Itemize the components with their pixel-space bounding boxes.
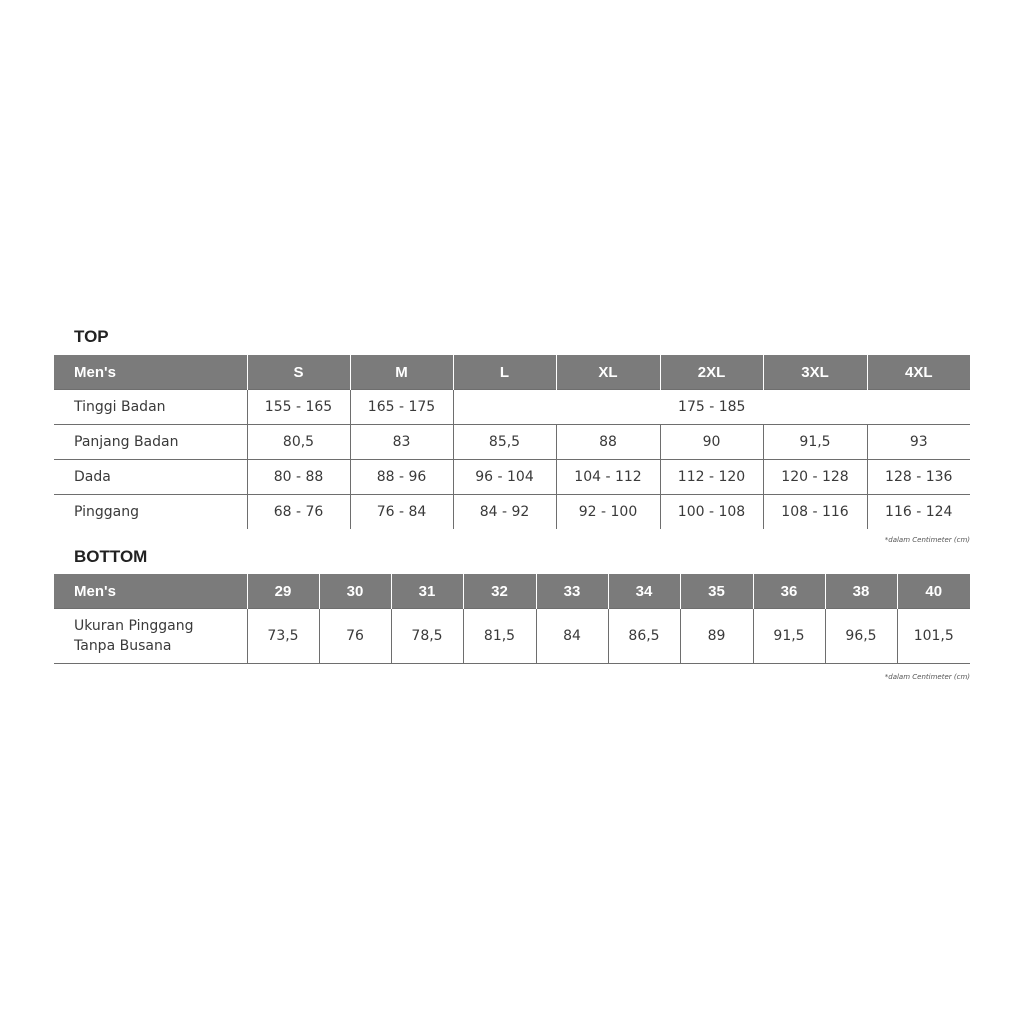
header-size-4xl: 4XL (867, 355, 970, 390)
header-mens: Men's (54, 355, 247, 390)
header-size-30: 30 (319, 574, 391, 609)
table-cell: 165 - 175 (350, 390, 453, 425)
header-size-l: L (453, 355, 556, 390)
table-cell: 81,5 (463, 609, 536, 664)
table-cell: 120 - 128 (763, 460, 867, 495)
table-cell: 93 (867, 425, 970, 460)
bottom-size-table (54, 574, 970, 664)
header-size-29: 29 (247, 574, 319, 609)
table-cell: 85,5 (453, 425, 556, 460)
table-cell: 116 - 124 (867, 495, 970, 530)
table-cell: 89 (680, 609, 753, 664)
table-cell: 84 (536, 609, 608, 664)
table-cell: 78,5 (391, 609, 463, 664)
table-cell: 91,5 (763, 425, 867, 460)
table-cell: 101,5 (897, 609, 970, 664)
top-header-row (54, 355, 970, 390)
table-cell: 83 (350, 425, 453, 460)
header-size-34: 34 (608, 574, 680, 609)
table-row-ukuran-pinggang (54, 609, 970, 664)
table-cell: 68 - 76 (247, 495, 350, 530)
header-size-33: 33 (536, 574, 608, 609)
header-size-s: S (247, 355, 350, 390)
table-cell: 155 - 165 (247, 390, 350, 425)
header-size-36: 36 (753, 574, 825, 609)
row-label: Panjang Badan (54, 425, 247, 460)
bottom-section-title: BOTTOM (74, 547, 148, 566)
header-size-31: 31 (391, 574, 463, 609)
table-cell: 108 - 116 (763, 495, 867, 530)
table-cell-merged: 175 - 185 (453, 390, 970, 425)
table-cell: 112 - 120 (660, 460, 763, 495)
row-label: Tinggi Badan (54, 390, 247, 425)
table-row-panjang-badan (54, 425, 970, 460)
table-cell: 128 - 136 (867, 460, 970, 495)
table-row-tinggi-badan (54, 390, 970, 425)
table-cell: 86,5 (608, 609, 680, 664)
table-row-pinggang (54, 495, 970, 530)
header-size-3xl: 3XL (763, 355, 867, 390)
table-cell: 88 - 96 (350, 460, 453, 495)
table-cell: 88 (556, 425, 660, 460)
table-cell: 80 - 88 (247, 460, 350, 495)
row-label: Ukuran Pinggang Tanpa Busana (54, 609, 247, 664)
table-cell: 92 - 100 (556, 495, 660, 530)
top-section-title: TOP (74, 327, 109, 346)
header-size-m: M (350, 355, 453, 390)
table-cell: 73,5 (247, 609, 319, 664)
header-size-xl: XL (556, 355, 660, 390)
header-mens: Men's (54, 574, 247, 609)
header-size-32: 32 (463, 574, 536, 609)
table-cell: 100 - 108 (660, 495, 763, 530)
table-cell: 91,5 (753, 609, 825, 664)
header-size-2xl: 2XL (660, 355, 763, 390)
table-cell: 84 - 92 (453, 495, 556, 530)
top-unit-note: *dalam Centimeter (cm) (884, 536, 970, 544)
top-size-table (54, 355, 970, 529)
header-size-40: 40 (897, 574, 970, 609)
header-size-35: 35 (680, 574, 753, 609)
bottom-unit-note: *dalam Centimeter (cm) (884, 673, 970, 681)
table-cell: 96 - 104 (453, 460, 556, 495)
table-row-dada (54, 460, 970, 495)
table-cell: 76 - 84 (350, 495, 453, 530)
row-label: Dada (54, 460, 247, 495)
row-label: Pinggang (54, 495, 247, 530)
table-cell: 104 - 112 (556, 460, 660, 495)
header-size-38: 38 (825, 574, 897, 609)
table-cell: 76 (319, 609, 391, 664)
table-cell: 80,5 (247, 425, 350, 460)
table-cell: 90 (660, 425, 763, 460)
table-cell: 96,5 (825, 609, 897, 664)
bottom-header-row (54, 574, 970, 609)
